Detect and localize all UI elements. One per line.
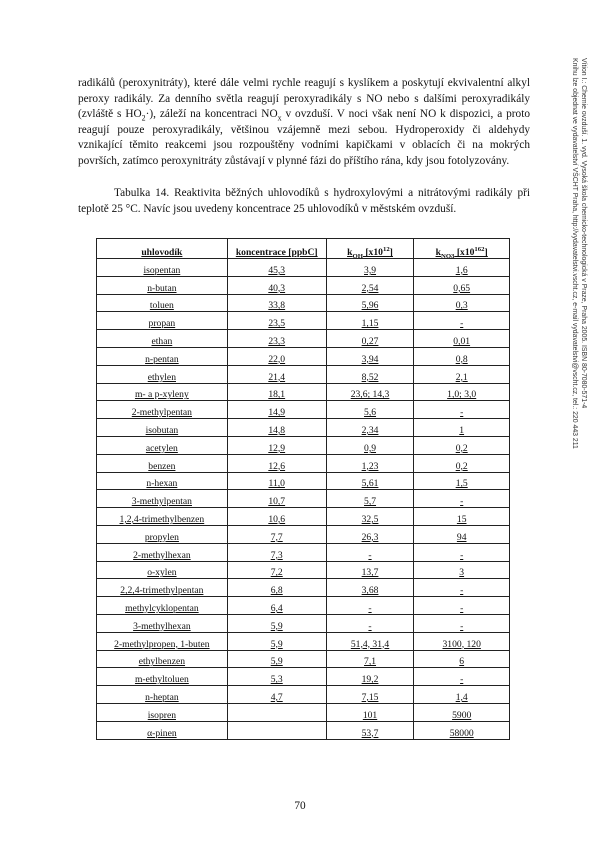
cell-concentration: 10,7 (227, 490, 326, 508)
cell-hydrocarbon: 3-methylpentan (97, 490, 228, 508)
cell-concentration: 33,8 (227, 294, 326, 312)
cell-concentration: 5,9 (227, 650, 326, 668)
cell-k-oh: 26,3 (326, 525, 414, 543)
cell-k-no3: 0,3 (414, 294, 510, 312)
cell-k-no3: 0,2 (414, 454, 510, 472)
side-note (548, 58, 588, 538)
table-row (97, 259, 510, 277)
cell-concentration (227, 721, 326, 739)
table-row (97, 579, 510, 597)
cell-k-no3: 3 (414, 561, 510, 579)
cell-concentration: 14,8 (227, 419, 326, 437)
cell-k-no3: 1,5 (414, 472, 510, 490)
cell-k-no3: 0,2 (414, 436, 510, 454)
table-row (97, 508, 510, 526)
table-row (97, 419, 510, 437)
cell-k-oh: 53,7 (326, 721, 414, 739)
table-row (97, 703, 510, 721)
cell-concentration: 4,7 (227, 686, 326, 704)
cell-hydrocarbon: propylen (97, 525, 228, 543)
cell-k-oh: 32,5 (326, 508, 414, 526)
paragraph-text: radikálů (peroxynitráty), které dále velmi rychle reagují s kyslíkem a poskytují ekvivalentní alkyl peroxy radikály. Za denního světla reagují peroxyradikály s NO nebo s dalšími peroxyradikály (zvláště s HO (78, 77, 530, 121)
cell-concentration: 5,9 (227, 614, 326, 632)
cell-concentration: 10,6 (227, 508, 326, 526)
table-row (97, 365, 510, 383)
cell-concentration: 11,0 (227, 472, 326, 490)
header-hydrocarbon: uhlovodík (97, 239, 228, 259)
table-row (97, 490, 510, 508)
cell-k-oh: 23,6; 14,3 (326, 383, 414, 401)
header-concentration: koncentrace [ppbC] (227, 239, 326, 259)
cell-k-no3: 3100, 120 (414, 632, 510, 650)
cell-k-oh: - (326, 597, 414, 615)
table-row (97, 650, 510, 668)
cell-hydrocarbon: m-ethyltoluen (97, 668, 228, 686)
cell-k-oh: 7,15 (326, 686, 414, 704)
side-note-citation: Vítion I.: Chemie ovzduší. 1. vyd. Vysoká škola chemicko-technologická v Praze, Praha 2005. ISBN 80-7080-571-4 (580, 58, 587, 409)
table-row (97, 454, 510, 472)
cell-hydrocarbon: 2,2,4-trimethylpentan (97, 579, 228, 597)
table-row (97, 543, 510, 561)
cell-k-no3: - (414, 597, 510, 615)
table-row (97, 330, 510, 348)
cell-concentration: 7,3 (227, 543, 326, 561)
cell-k-oh: 5,96 (326, 294, 414, 312)
cell-k-oh: 1,23 (326, 454, 414, 472)
cell-k-oh: - (326, 543, 414, 561)
cell-concentration: 5,3 (227, 668, 326, 686)
cell-k-oh: 13,7 (326, 561, 414, 579)
cell-k-oh: 1,15 (326, 312, 414, 330)
cell-k-no3: 15 (414, 508, 510, 526)
cell-hydrocarbon: n-butan (97, 276, 228, 294)
cell-hydrocarbon: n-hexan (97, 472, 228, 490)
cell-k-no3: - (414, 401, 510, 419)
cell-concentration: 21,4 (227, 365, 326, 383)
cell-k-oh: 51,4, 31,4 (326, 632, 414, 650)
cell-k-no3: 58000 (414, 721, 510, 739)
header-k-no3: $k_{NO3}$ $[x10^{162}]$ (414, 239, 510, 259)
cell-k-no3: - (414, 490, 510, 508)
cell-concentration: 7,2 (227, 561, 326, 579)
cell-hydrocarbon: isobutan (97, 419, 228, 437)
table-row (97, 721, 510, 739)
cell-k-oh: 2,34 (326, 419, 414, 437)
page-number: 70 (294, 800, 306, 812)
cell-k-oh: 5,6 (326, 401, 414, 419)
cell-k-no3: 1,4 (414, 686, 510, 704)
reactivity-table (96, 238, 510, 740)
table-row (97, 561, 510, 579)
cell-hydrocarbon: n-pentan (97, 347, 228, 365)
table-body (97, 259, 510, 740)
cell-concentration: 5,9 (227, 632, 326, 650)
cell-k-oh: 3,9 (326, 259, 414, 277)
cell-k-oh: 2,54 (326, 276, 414, 294)
table-row (97, 525, 510, 543)
table-row (97, 472, 510, 490)
cell-concentration: 12,6 (227, 454, 326, 472)
cell-concentration: 7,7 (227, 525, 326, 543)
cell-k-no3: 5900 (414, 703, 510, 721)
paragraph-subscript: x (277, 113, 282, 123)
cell-k-no3: - (414, 543, 510, 561)
cell-k-no3: 2,1 (414, 365, 510, 383)
cell-k-oh: 3,68 (326, 579, 414, 597)
table-row (97, 668, 510, 686)
cell-concentration: 40,3 (227, 276, 326, 294)
body-paragraph (78, 76, 530, 170)
cell-k-oh: 101 (326, 703, 414, 721)
cell-k-oh: 8,52 (326, 365, 414, 383)
cell-concentration: 22,0 (227, 347, 326, 365)
table-row (97, 401, 510, 419)
header-k-oh: $k_{OH}$ $[x10^{12}]$ (326, 239, 414, 259)
table-row (97, 632, 510, 650)
cell-hydrocarbon: α-pinen (97, 721, 228, 739)
table-row (97, 597, 510, 615)
cell-hydrocarbon: methylcyklopentan (97, 597, 228, 615)
cell-hydrocarbon: o-xylen (97, 561, 228, 579)
cell-hydrocarbon: isopentan (97, 259, 228, 277)
cell-hydrocarbon: ethan (97, 330, 228, 348)
cell-k-oh: 3,94 (326, 347, 414, 365)
paragraph-text: ·), záleží na koncentraci NO (145, 108, 278, 121)
table-caption: Tabulka 14. Reaktivita běžných uhlovodíků s hydroxylovými a nitrátovými radikály při teplotě 25 °C. Navíc jsou uvedeny koncentrace 25 uhlovodíků v městském ovzduší. (78, 187, 530, 215)
cell-hydrocarbon: 1,2,4-trimethylbenzen (97, 508, 228, 526)
table-header-row (97, 239, 510, 259)
paragraph-subscript: 2 (141, 113, 146, 123)
side-note-order-info: Knihu lze objednat ve vydavatelství VŠCHT Praha, http://vydavatelstvi.vscht.cz, e-mail vydavatelstvi@vscht.cz, tel.: 220 443 211 (571, 58, 578, 449)
table-row (97, 347, 510, 365)
cell-concentration: 6,8 (227, 579, 326, 597)
paragraph-text: v ovzduší. V noci však není NO k dispozici, a proto reagují pouze peroxyradikály, většinou vzájemně mezi sebou. Hydroperoxidy či aldehydy vznikající těmito reakcemi jsou rozpouštěny vodními kapičkami v oblacích či na mokrých površích, zatímco peroxynitráty zůstávají v plynné fázi do příštího rána, kdy jsou fotolyzovány. (78, 108, 530, 167)
cell-k-oh: 5,61 (326, 472, 414, 490)
cell-k-no3: - (414, 614, 510, 632)
cell-k-oh: 19,2 (326, 668, 414, 686)
cell-k-no3: 1,6 (414, 259, 510, 277)
cell-hydrocarbon: 2-methylpropen, 1-buten (97, 632, 228, 650)
cell-hydrocarbon: toluen (97, 294, 228, 312)
cell-hydrocarbon: ethylbenzen (97, 650, 228, 668)
cell-k-no3: 1 (414, 419, 510, 437)
table-row (97, 436, 510, 454)
cell-hydrocarbon: ethylen (97, 365, 228, 383)
cell-hydrocarbon: 3-methylhexan (97, 614, 228, 632)
cell-k-oh: - (326, 614, 414, 632)
cell-hydrocarbon: isopren (97, 703, 228, 721)
cell-k-no3: - (414, 668, 510, 686)
cell-concentration: 23,3 (227, 330, 326, 348)
cell-k-oh: 0,9 (326, 436, 414, 454)
cell-k-no3: - (414, 312, 510, 330)
table-row (97, 312, 510, 330)
table-row (97, 276, 510, 294)
cell-k-no3: 94 (414, 525, 510, 543)
cell-concentration: 45,3 (227, 259, 326, 277)
cell-hydrocarbon: m- a p-xyleny (97, 383, 228, 401)
cell-k-no3: - (414, 579, 510, 597)
cell-concentration: 12,9 (227, 436, 326, 454)
cell-k-no3: 0,01 (414, 330, 510, 348)
table-row (97, 686, 510, 704)
cell-k-oh: 5,7 (326, 490, 414, 508)
cell-k-no3: 6 (414, 650, 510, 668)
cell-hydrocarbon: acetylen (97, 436, 228, 454)
cell-concentration (227, 703, 326, 721)
cell-k-no3: 1,0; 3,0 (414, 383, 510, 401)
cell-hydrocarbon: propan (97, 312, 228, 330)
table-row (97, 614, 510, 632)
cell-k-oh: 7,1 (326, 650, 414, 668)
cell-concentration: 23,5 (227, 312, 326, 330)
cell-concentration: 18,1 (227, 383, 326, 401)
cell-concentration: 6,4 (227, 597, 326, 615)
table-row (97, 383, 510, 401)
cell-hydrocarbon: benzen (97, 454, 228, 472)
cell-k-no3: 0,65 (414, 276, 510, 294)
cell-concentration: 14,9 (227, 401, 326, 419)
cell-k-oh: 0,27 (326, 330, 414, 348)
cell-hydrocarbon: 2-methylhexan (97, 543, 228, 561)
cell-k-no3: 0,8 (414, 347, 510, 365)
cell-hydrocarbon: 2-methylpentan (97, 401, 228, 419)
cell-hydrocarbon: n-heptan (97, 686, 228, 704)
table-row (97, 294, 510, 312)
